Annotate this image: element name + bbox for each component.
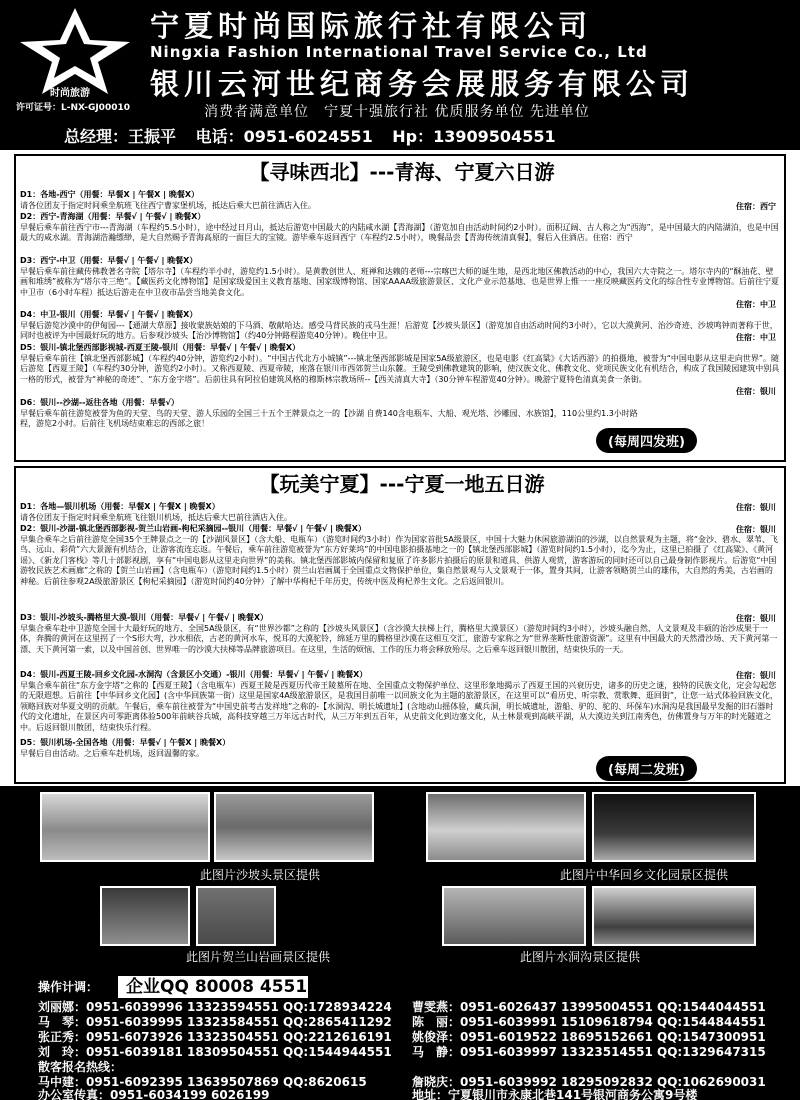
day-text: 早集合乘车之后前往游览全国35个王牌景点之一的【沙湖风景区】（含大船、电瓶车）（游览时间约3小时）作为国家首批5A级景区，中国十大魅力休闲旅游湖泊的沙湖，以自然景观为主题，将“金沙、碧水、翠苇、飞鸟、远山、彩荷”六大景源有机结合，让游客流连忘返。午餐后，乘车前往游览被誉为“东方好莱坞”的中国电影拍摄基地之一的【镇北堡西部影城】（游览时间约1.5小时），迄今为止，这里已拍摄了《红高粱》、《黄河谣》、《新龙门客栈》等几十部影视剧，享有“中国电影从这里走向世界”的美称。镇北堡西部影城内保留和复原了许多影片拍摄后的原景和道具、供游人观赏，游客游玩的同时还可以自己最身制作影视片。后游览“中国游牧民族艺术画廊”之称的【贺兰山岩画】（含电瓶车）（游览时间约1.5小时）贺兰山岩画属于全国重点文物保护单位，集自然景观与人文景观于一体，置身其间，让游客领略贺兰山的雄伟，大自然的秀美，古岩画的神秘。后前往参观2A级旅游景区【枸杞采摘园】（游览时间约40分钟）了解中华枸杞千年历史，传统中医及枸杞养生文化。之后返回银川。: [20, 534, 778, 586]
header-contacts: [64, 124, 570, 147]
planner-label: 操作计调：: [38, 980, 99, 994]
day-stay: 住宿：银川: [736, 671, 776, 680]
day-head: D5：银川-镇北堡西部影视城-西夏王陵-银川（用餐：早餐√ | 午餐√ | 晚餐X）: [20, 343, 300, 352]
day-head: D6：银川--沙湖--返往各地（用餐：早餐√）: [20, 398, 179, 407]
tour1-day: [20, 398, 640, 430]
tour2-day: [20, 524, 780, 587]
day-head: D2：西宁-青海湖（用餐：早餐√ | 午餐√ | 晚餐X）: [20, 212, 206, 221]
logo-text: 时尚旅游: [50, 88, 90, 99]
company-name-en: Ningxia Fashion International Travel Service Co., Ltd: [150, 43, 648, 61]
day-stay: 住宿：西宁: [736, 202, 776, 211]
phone: 电话：0951-6024551: [195, 127, 373, 146]
star-logo-icon: [10, 6, 140, 96]
day-head: D4：中卫-银川（用餐：早餐√ | 午餐√ | 晚餐X）: [20, 310, 198, 319]
day-text: 请各位团友于指定时间乘坐航班飞往西宁曹家堡机场，抵达后乘大巴前往酒店入住。: [20, 200, 316, 210]
tour2-section: [14, 466, 786, 784]
planner-contact: 陈 丽：0951-6039991 15109618794 QQ:1544844551: [412, 1015, 766, 1029]
scatter-contact: 马中建：0951-6092395 13639507869 QQ:8620615: [38, 1075, 367, 1089]
photo-gallery: [0, 786, 800, 976]
caption-shuidonggou: 此图片水洞沟景区提供: [520, 950, 641, 964]
day-stay: 住宿：中卫: [736, 333, 776, 342]
qq-label: 企业QQ: [126, 977, 189, 997]
tour1-day: [20, 343, 780, 385]
planner-contact: 马 琴：0951-6039995 13323584551 QQ:2865411292: [38, 1015, 392, 1029]
day-head: D4：银川-西夏王陵-回乡文化园-水洞沟（含景区小交通）-银川（用餐：早餐√ | 午餐√ | 晚餐X）: [20, 670, 368, 679]
day-stay: 住宿：银川: [736, 525, 776, 534]
planner-contact: 张正秀：0951-6073926 13323504551 QQ:2212616191: [38, 1030, 392, 1044]
day-stay: 住宿：银川: [736, 503, 776, 512]
tour1-day: [20, 212, 780, 244]
tour1-day: [20, 190, 780, 211]
day-stay: 住宿：银川: [736, 387, 776, 396]
photo-shuidonggou-2: [592, 886, 756, 946]
tour2-title: 【玩美宁夏】---宁夏一地五日游: [259, 472, 545, 496]
day-text: 早集合乘车赴中卫游览全国十大最好玩的地方、全国5A级景区，有“世界沙都”之称的【沙坡头风景区】（含沙漠大扶梯上行，腾格里大漠景区）（游览时间约3小时），沙坡头融自然、人文景观及丰硕的治沙成果于一体，奔腾的黄河在这里拐了一个S形大弯，沙水相依，古老的黄河水车，悦耳的大漠驼铃，绵延万里的腾格里沙漠在这相互交汇，旅游专家称之为“世界垄断性旅游资源”。这里有中国最大的天然滑沙场、天下黄河第一漂、天下黄河第一索，以及中国首创、世界唯一的沙漠大扶梯等品牌旅游项目。在这里，生活的烦恼、工作的压力将会释放殆尽。之后乘车返回银川散团，结束快乐的一天。: [20, 623, 778, 654]
day-head: D3：银川-沙坡头-腾格里大漠-银川（用餐：早餐√ | 午餐√ | 晚餐X）: [20, 613, 268, 622]
planner-contact: 曹雯燕：0951-6026437 13995004551 QQ:1544044551: [412, 1000, 766, 1014]
tour1-section: [14, 154, 786, 462]
scatter-label: 散客报名热线：: [38, 1060, 123, 1074]
day-text: 早餐后乘车前往藏传佛教著名寺院【塔尔寺】（车程约半小时，游览约1.5小时）。是黄教创世人、班禅和达赖的老师---宗喀巴大师的诞生地，是西北地区佛教活动的中心，我国六大寺院之一。塔尔寺内的“酥油花、壁画和堆绣”被称为“塔尔寺三绝”。【藏医药文化博物馆】是国家级爱国主义教育基地、国家级博物馆、国家AAAA级旅游景区、文化产业示范基地、也是世界上惟一一座反映藏医药文化的综合性专业博物馆。后前往宁夏中卫市（6小时车程）抵达后游走在中卫夜市品尝当地美食文化。: [20, 266, 779, 297]
photo-huixiang-2: [592, 792, 756, 862]
tour2-day: [20, 670, 780, 733]
tour2-departure-badge: (每周二发班): [596, 756, 697, 781]
caption-shapotou: 此图片沙坡头景区提供: [200, 868, 321, 882]
tour1-day: [20, 256, 780, 298]
day-head: D1：各地—银川机场（用餐：早餐X | 午餐X | 晚餐X）: [20, 502, 220, 511]
scatter-contact: 詹晓庆：0951-6039992 18295092832 QQ:1062690031: [412, 1075, 766, 1089]
tour2-day: [20, 613, 780, 655]
day-text: 早餐后乘车前往游览被誉为鱼的天堂、鸟的天堂、游人乐园的全国三十五个王牌景点之一的【沙湖 自费140含电瓶车、大船、观光塔、沙雕园、水族馆】，110公里约1.3小时路程，游览2小时。后前往飞机场结束难忘的西部之旅！: [20, 408, 638, 428]
planner-contact: 刘 玲：0951-6039181 18309504551 QQ:1544944551: [38, 1045, 392, 1059]
day-text: 早集合乘车前往“东方金字塔”之称的【西夏王陵】（含电瓶车）西夏王陵是西夏历代帝王陵墓所在地、全国重点文物保护单位、这里形象地揭示了西夏王国的兴衰历史，诸多的历史之谜，独特的民族文化，定会勾起您的无限遐想。后前往【中华回乡文化园】(含中华回族第一街）这里是国家4A级旅游景区，是我国目前唯一以回族文化为主题的旅游景区，在这里可以“看历史、听宗教、赏歌舞、逛回街”，让您一站式体验回族文化，领略回族对华夏文明的贡献。午餐后，乘车前往被誉为“中国史前考古发祥地”之称的-【水洞沟、明长城遗址】(含地动山摇体验，藏兵洞，明长城遗址，游船、驴的、驼的、环保车)水洞沟是我国最早发掘的旧石器时代的文化遗址，在景区内可零距离体验500年前峡谷兵城，高科技穿越三万年远古时代，从三万年到五百年，从史前文化到边塞文化，从土林景观到高峡平湖，从大漠边关到江南秀色，仿佛置身与万年的时光隧道之中。后返回银川散团，结束快乐行程。: [20, 680, 778, 732]
license-number: 许可证号：L-NX-GJ00010: [16, 103, 130, 113]
day-text: 早餐后自由活动。之后乘车赴机场，返回温馨的家。: [20, 748, 204, 758]
photo-huixiang-1: [426, 792, 586, 862]
photo-shuidonggou-1: [442, 886, 586, 946]
day-text: 早餐后乘车前往西宁市---青海湖（车程约5.5小时），途中经过日月山，抵达后游览中国最大的内陆咸水湖【青海湖】（游览加自由活动时间约2小时）。面积辽阔、古人称之为“西海”，是中国最大的内陆湖泊，也是中国最大的咸水湖。青海湖浩瀚缥缈，是大自然赐予青海高原的一面巨大的宝镜。游毕乘车返回西宁（车程约2.5小时），晚餐品尝【青海传统清真餐】，餐后入住酒店。住宿：西宁: [20, 222, 779, 242]
day-head: D1：各地-西宁（用餐：早餐X | 午餐X | 晚餐X）: [20, 190, 200, 199]
manager: 总经理：王振平: [64, 127, 177, 146]
tour1-day: [20, 310, 780, 342]
photo-shapotou-1: [40, 792, 210, 862]
header-banner: [0, 0, 800, 150]
company-qq: [118, 976, 308, 998]
tour2-day: [20, 738, 580, 759]
day-head: D5：银川机场-全国各地（用餐：早餐√ | 午餐X | 晚餐X）: [20, 738, 231, 747]
office-address: 地址：宁夏银川市永康北巷141号银河商务公寓9号楼: [412, 1088, 698, 1100]
day-text: 早餐后乘车前往【镇北堡西部影城】（车程约40分钟，游览约2小时）。“中国古代北方小城镇”---镇北堡西部影城是国家5A级旅游区，也是电影《红高粱》《大话西游》的拍摄地，被誉为“中国电影从这里走向世界”。随后游览【西夏王陵】（车程约30分钟，游览约2小时）。又称西夏陵、西夏帝陵，座落在银川市西郊贺兰山东麓。王陵受到佛教建筑的影响，使汉族文化、佛教文化、党项民族文化有机结合，构成了我国陵园建筑中别具一格的形式，被誉为“神秘的奇迹”、“东方金字塔”。后前往具有阿拉伯建筑风格的穆斯林宗教场所--【西关清真大寺】（30分钟车程游览40分钟）。晚游宁夏特色清真美食一条街。: [20, 353, 780, 384]
office-fax: 办公室传真：0951-6034199 6026199: [38, 1088, 270, 1100]
photo-helanshan-1: [100, 886, 190, 946]
planner-contact: 马 静：0951-6039997 13323514551 QQ:1329647315: [412, 1045, 766, 1059]
company-name-cn2: 银川云河世纪商务会展服务有限公司: [150, 67, 695, 101]
caption-huixiang: 此图片中华回乡文化园景区提供: [560, 868, 729, 882]
company-name-cn: 宁夏时尚国际旅行社有限公司: [150, 9, 593, 43]
day-stay: 住宿：中卫: [736, 300, 776, 309]
caption-helanshan: 此图片贺兰山岩画景区提供: [186, 950, 331, 964]
tour2-day: [20, 502, 780, 523]
planner-contact: 刘丽娜：0951-6039996 13323594551 QQ:1728934224: [38, 1000, 392, 1014]
contact-footer: [0, 976, 800, 1100]
day-text: 请各位团友于指定时间乘坐航班飞往银川机场，抵达后乘大巴前往酒店入住。: [20, 512, 292, 522]
day-text: 早餐后游览沙漠中的伊甸园---【通湖大草原】接收蒙族姑娘的下马酒、敬献哈达。感受马背民族的戎马生涯！后游览【沙坡头景区】（游览加自由活动时间约3小时），它以大漠黄河、治沙奇迹、沙坡鸣钟而著称于世，同时也被评为中国最好玩的地方。后参观沙坡头【治沙博物馆】（约40分钟路程游览40分钟）。晚住中卫。: [20, 320, 778, 340]
tour1-departure-badge: (每周四发班): [596, 428, 697, 453]
mobile: Hp：13909504551: [392, 127, 556, 146]
qq-number: 80008 4551: [194, 977, 308, 997]
photo-shapotou-2: [214, 792, 374, 862]
day-head: D3：西宁-中卫（用餐：早餐√ | 午餐√ | 晚餐X）: [20, 256, 198, 265]
photo-helanshan-2: [196, 886, 276, 946]
tagline: 消费者满意单位 宁夏十强旅行社 优质服务单位 先进单位: [204, 104, 590, 120]
tour1-title: 【寻味西北】---青海、宁夏六日游: [249, 160, 555, 184]
day-head: D2：银川-沙湖-镇北堡西部影视-贺兰山岩画-枸杞采摘园--银川（用餐：早餐√ | 午餐√ | 晚餐X）: [20, 524, 366, 533]
day-stay: 住宿：银川: [736, 614, 776, 623]
planner-contact: 姚俊泽：0951-6019522 18695152661 QQ:1547300951: [412, 1030, 766, 1044]
